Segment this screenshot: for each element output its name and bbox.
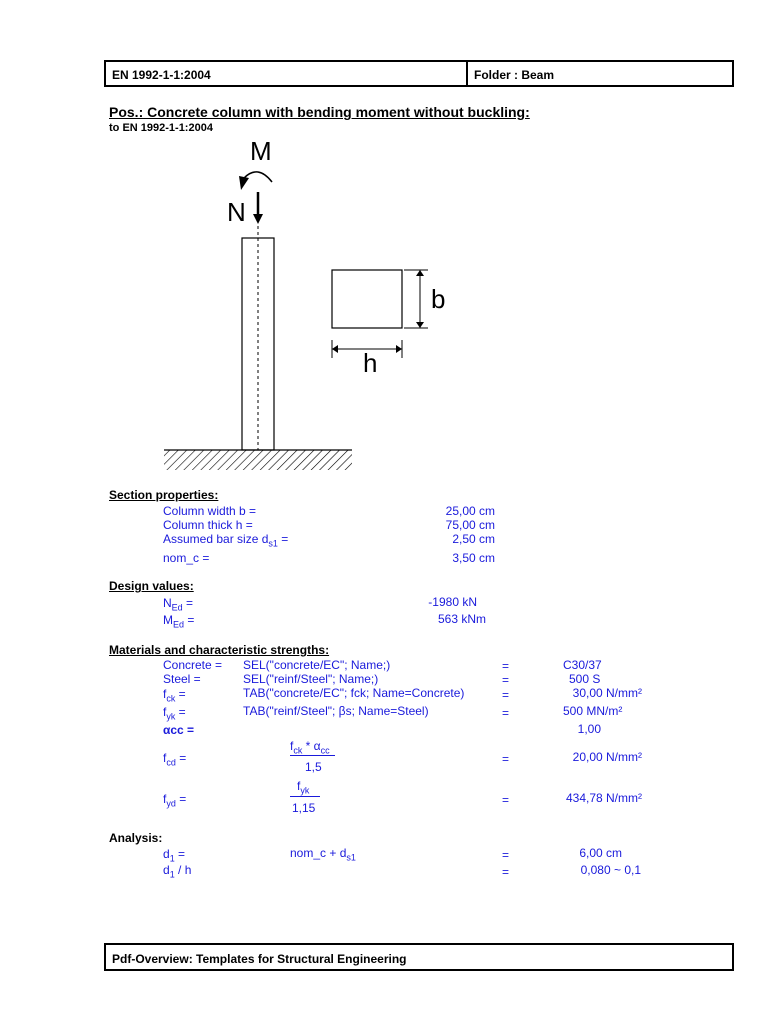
fcd-denominator: 1,5: [305, 760, 322, 774]
steel-expr: SEL("reinf/Steel"; Name;): [243, 672, 379, 686]
label-b: b: [431, 284, 446, 314]
d1-value: 6,00 cm: [579, 846, 622, 860]
fcd-numerator: $f_{ck} * \alpha_{cc}$: [290, 739, 330, 756]
fyd-label: $f_{yd}$ =: [163, 792, 187, 809]
bar-size-label: Assumed bar size $d_{s1}$ =: [163, 532, 289, 549]
acc-value: 1,00: [577, 722, 601, 736]
bar-size-value: 2,50 cm: [452, 532, 495, 546]
column-thick-label: Column thick h =: [163, 518, 253, 532]
concrete-eq: =: [502, 659, 510, 673]
column-thick-value: 75,00 cm: [445, 518, 495, 532]
fyd-fraction-line: [290, 796, 320, 797]
label-h: h: [363, 348, 378, 378]
nom-c-label: nom_c =: [163, 551, 210, 565]
d1h-label: $d_1$ / h: [163, 863, 192, 880]
steel-value: 500 S: [569, 672, 601, 686]
fyk-label: $f_{yk}$ =: [163, 705, 186, 722]
nom-c-value: 3,50 cm: [452, 551, 495, 565]
column-width-label: Column width b =: [163, 504, 257, 518]
d1h-value: 0,080 ~ 0,1: [580, 863, 641, 877]
fck-eq: =: [502, 688, 510, 702]
concrete-expr: SEL("concrete/EC"; Name;): [243, 658, 391, 672]
ned-label: $N_{Ed}$ =: [163, 596, 194, 613]
med-label: $M_{Ed}$ =: [163, 613, 195, 630]
label-n: N: [227, 197, 246, 227]
column-width-value: 25,00 cm: [445, 504, 495, 518]
concrete-label: Concrete =: [163, 658, 223, 672]
header-folder: Folder : Beam: [474, 68, 555, 82]
steel-label: Steel =: [163, 672, 201, 686]
cross-section-shape: [332, 270, 402, 328]
steel-eq: =: [502, 673, 510, 687]
label-m: M: [250, 136, 272, 166]
fyk-expr: TAB("reinf/Steel"; βs; Name=Steel): [243, 704, 429, 718]
ned-value: -1980 kN: [428, 595, 477, 609]
section-properties-heading: Section properties:: [109, 488, 219, 502]
materials-heading: Materials and characteristic strengths:: [109, 643, 330, 657]
fcd-label: $f_{cd}$ =: [163, 751, 187, 768]
fyd-numerator: $f_{yk}$: [297, 779, 310, 796]
fcd-eq: =: [502, 752, 510, 766]
fyk-eq: =: [502, 706, 510, 720]
footer-box: [104, 943, 734, 971]
fcd-fraction-line: [290, 755, 335, 756]
d1h-eq: =: [502, 865, 510, 879]
fck-label: $f_{ck}$ =: [163, 687, 186, 704]
moment-arrow-icon: [244, 172, 272, 182]
ground-hatch: [164, 450, 352, 470]
fck-value: 30,00 N/mm²: [572, 686, 642, 700]
fyd-denominator: 1,15: [292, 801, 316, 815]
footer-text: Pdf-Overview: Templates for Structural Engineering: [112, 952, 407, 966]
d1-label: $d_1$ =: [163, 847, 186, 864]
d1-expr: nom_c + $d_{s1}$: [290, 846, 356, 863]
analysis-heading: Analysis:: [109, 831, 163, 845]
column-diagram: [0, 0, 768, 480]
fyd-value: 434,78 N/mm²: [565, 791, 642, 805]
concrete-value: C30/37: [563, 658, 602, 672]
page-title: Pos.: Concrete column with bending moment without buckling:: [109, 104, 530, 120]
d1-eq: =: [502, 848, 510, 862]
design-values-heading: Design values:: [109, 579, 194, 593]
fyd-eq: =: [502, 793, 510, 807]
fyk-value: 500 MN/m²: [563, 704, 623, 718]
med-value: 563 kNm: [437, 612, 486, 626]
fck-expr: TAB("concrete/EC"; fck; Name=Concrete): [243, 686, 465, 700]
acc-label: αcc =: [163, 723, 195, 737]
header-standard: EN 1992-1-1:2004: [112, 68, 211, 82]
page-subtitle: to EN 1992-1-1:2004: [109, 122, 213, 134]
fcd-value: 20,00 N/mm²: [572, 750, 642, 764]
